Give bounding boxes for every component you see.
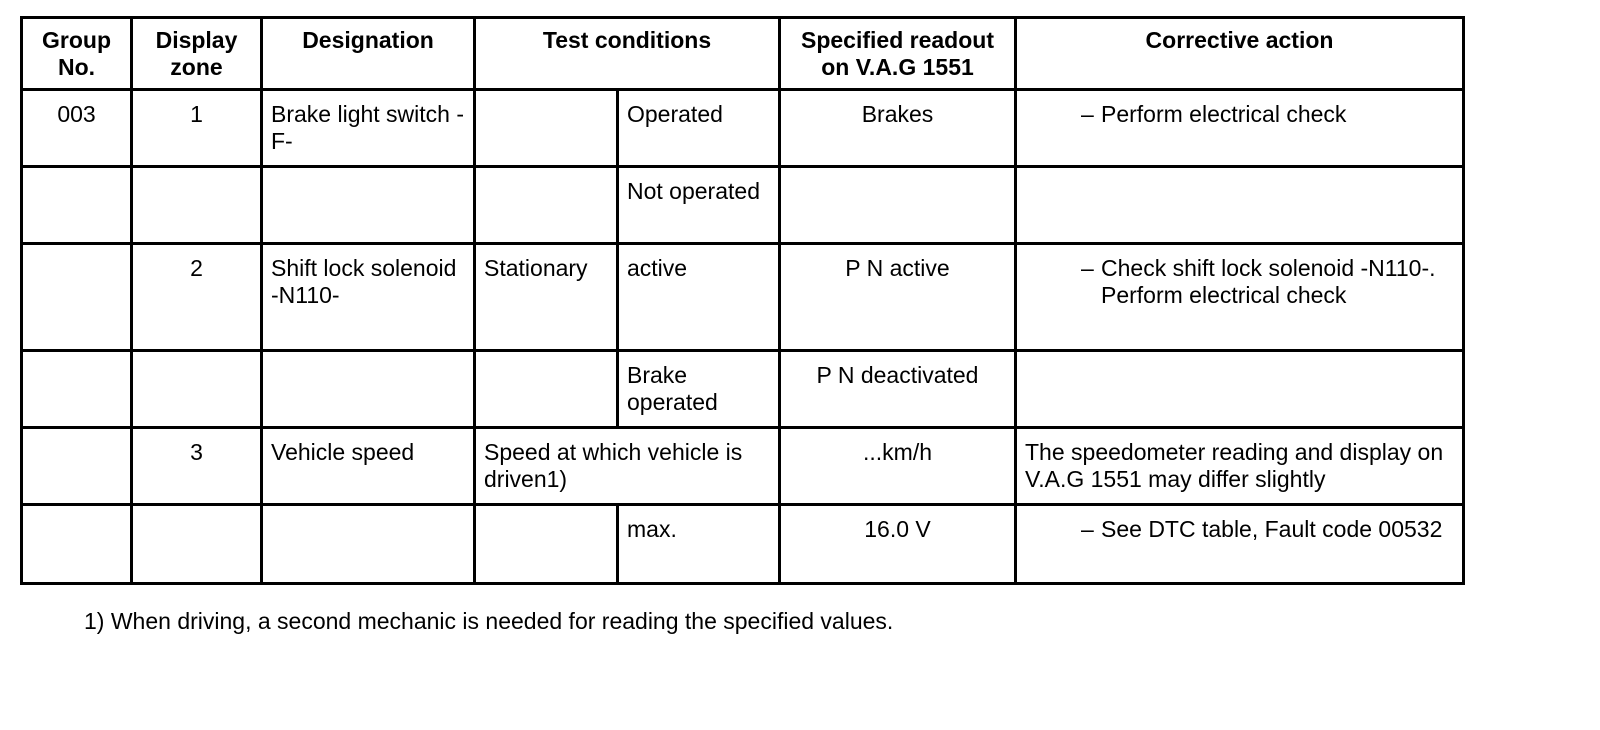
cell-condition-1 bbox=[475, 505, 618, 584]
cell-designation: Brake light switch -F- bbox=[262, 90, 475, 167]
cell-action bbox=[1016, 167, 1464, 244]
table-row bbox=[22, 167, 1464, 244]
dash-bullet: – bbox=[1081, 516, 1094, 542]
header-corrective-action: Corrective action bbox=[1016, 18, 1464, 90]
cell-designation bbox=[262, 351, 475, 428]
cell-designation bbox=[262, 505, 475, 584]
cell-condition-1 bbox=[475, 90, 618, 167]
cell-condition-2: Operated bbox=[618, 90, 780, 167]
action-text: See DTC table, Fault code 00532 bbox=[1101, 516, 1443, 542]
cell-zone bbox=[132, 505, 262, 584]
cell-zone bbox=[132, 351, 262, 428]
cell-action bbox=[1016, 505, 1464, 584]
cell-zone bbox=[132, 167, 262, 244]
cell-group: 003 bbox=[22, 90, 132, 167]
header-display-zone: Display zone bbox=[132, 18, 262, 90]
cell-designation: Shift lock solenoid -N110- bbox=[262, 244, 475, 351]
table-row bbox=[22, 244, 1464, 351]
cell-readout: Brakes bbox=[780, 90, 1016, 167]
dash-bullet: – bbox=[1081, 101, 1094, 127]
action-item bbox=[1025, 516, 1454, 543]
table-header-row bbox=[22, 18, 1464, 90]
cell-group bbox=[22, 244, 132, 351]
cell-action bbox=[1016, 90, 1464, 167]
cell-condition-1 bbox=[475, 167, 618, 244]
cell-condition-1 bbox=[475, 351, 618, 428]
cell-readout: P N deactivated bbox=[780, 351, 1016, 428]
cell-action bbox=[1016, 244, 1464, 351]
dash-bullet: – bbox=[1081, 255, 1094, 281]
cell-condition-2: Brake operated bbox=[618, 351, 780, 428]
cell-condition-2: max. bbox=[618, 505, 780, 584]
table-row bbox=[22, 351, 1464, 428]
cell-readout: 16.0 V bbox=[780, 505, 1016, 584]
table-row bbox=[22, 428, 1464, 505]
cell-action bbox=[1016, 351, 1464, 428]
table-row bbox=[22, 505, 1464, 584]
cell-zone: 2 bbox=[132, 244, 262, 351]
cell-zone: 3 bbox=[132, 428, 262, 505]
footnote: 1) When driving, a second mechanic is needed for reading the specified values. bbox=[84, 608, 894, 634]
header-test-conditions: Test conditions bbox=[475, 18, 780, 90]
cell-condition-merged: Speed at which vehicle is driven1) bbox=[475, 428, 780, 505]
header-specified-readout: Specified readout on V.A.G 1551 bbox=[780, 18, 1016, 90]
cell-designation bbox=[262, 167, 475, 244]
action-text: Check shift lock solenoid -N110-. Perform electrical check bbox=[1101, 255, 1436, 308]
cell-action: The speedometer reading and display on V.A.G 1551 may differ slightly bbox=[1016, 428, 1464, 505]
action-item bbox=[1025, 101, 1454, 128]
action-item bbox=[1025, 255, 1454, 309]
cell-group bbox=[22, 167, 132, 244]
cell-readout: P N active bbox=[780, 244, 1016, 351]
table-row bbox=[22, 90, 1464, 167]
header-group-no: Group No. bbox=[22, 18, 132, 90]
header-designation: Designation bbox=[262, 18, 475, 90]
cell-condition-1: Stationary bbox=[475, 244, 618, 351]
cell-group bbox=[22, 351, 132, 428]
cell-readout: ...km/h bbox=[780, 428, 1016, 505]
cell-condition-2: Not operated bbox=[618, 167, 780, 244]
cell-designation: Vehicle speed bbox=[262, 428, 475, 505]
cell-group bbox=[22, 428, 132, 505]
specification-table bbox=[20, 16, 1465, 585]
cell-readout bbox=[780, 167, 1016, 244]
action-text: Perform electrical check bbox=[1101, 101, 1347, 127]
cell-zone: 1 bbox=[132, 90, 262, 167]
cell-group bbox=[22, 505, 132, 584]
cell-condition-2: active bbox=[618, 244, 780, 351]
